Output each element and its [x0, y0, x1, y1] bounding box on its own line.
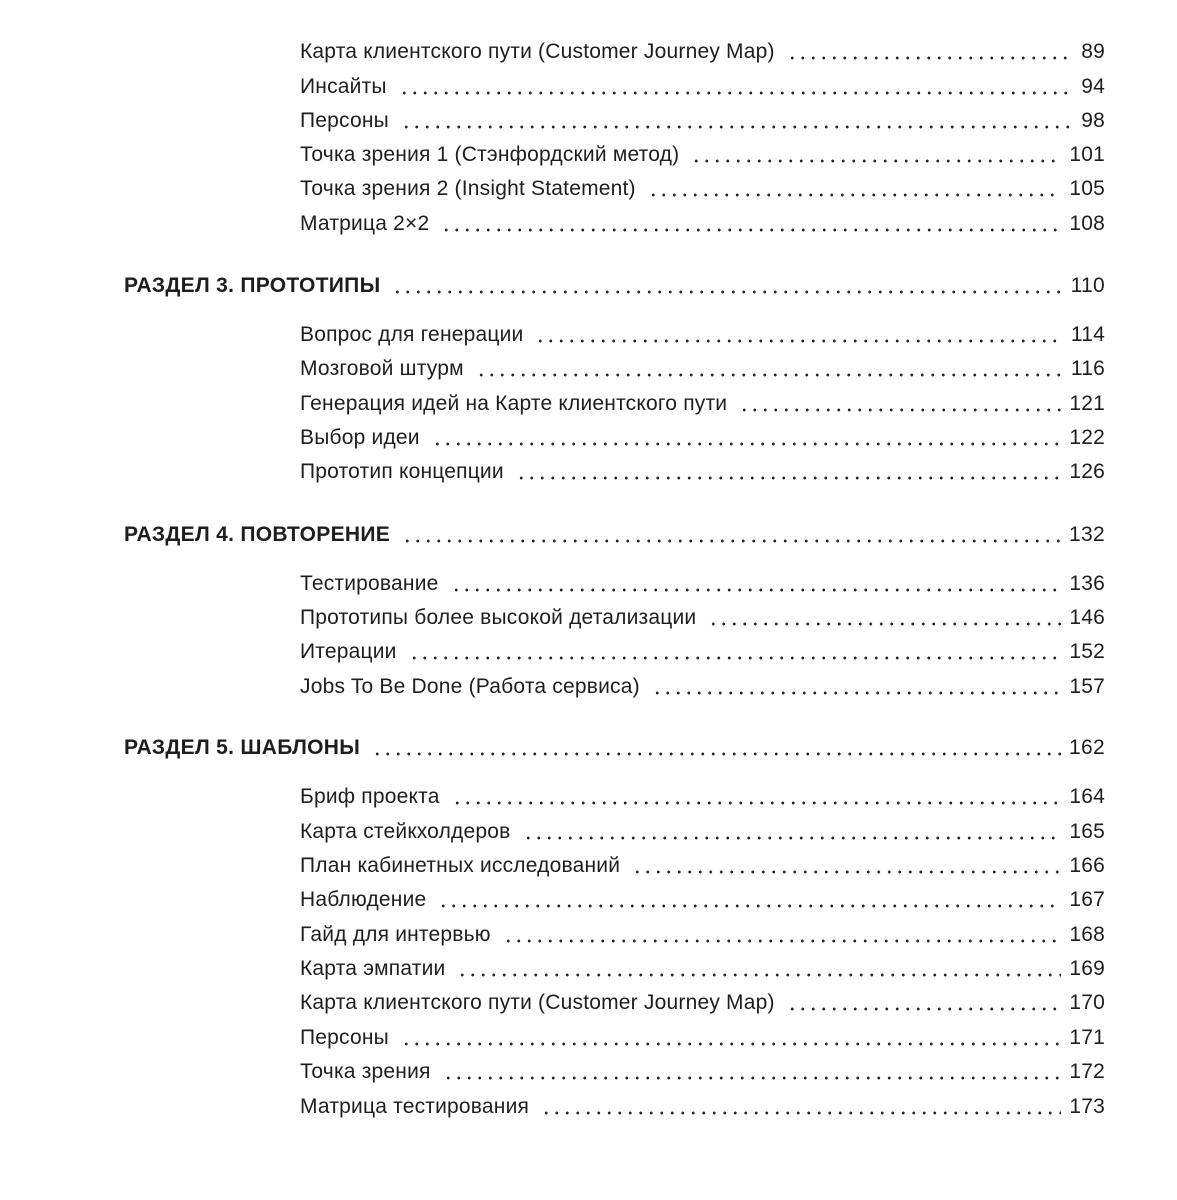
toc-entry [300, 1021, 1105, 1055]
toc-entry-page: 98 [1081, 109, 1105, 132]
toc-entry-page: 89 [1081, 40, 1105, 63]
toc-entry [300, 207, 1105, 241]
toc-entry-page: 169 [1069, 957, 1105, 980]
dot-leader [409, 654, 1062, 662]
toc-entry [300, 1090, 1105, 1124]
toc-entry [300, 421, 1105, 455]
dot-leader [787, 54, 1074, 62]
toc-entry [300, 455, 1105, 489]
toc-entry-label: План кабинетных исследований [300, 854, 621, 877]
section-page: 132 [1069, 523, 1105, 546]
toc-entry-label: Персоны [300, 1026, 389, 1049]
dot-leader [476, 371, 1063, 379]
toc-entry [300, 387, 1105, 421]
toc-entry-page: 121 [1069, 392, 1105, 415]
toc-entry-page: 114 [1070, 323, 1105, 346]
toc-entry [300, 104, 1105, 138]
toc-entry [300, 172, 1105, 206]
dot-leader [691, 157, 1061, 165]
toc-entry-label: Тестирование [300, 572, 439, 595]
toc-entry [300, 815, 1105, 849]
dot-leader [516, 474, 1062, 482]
dot-leader [399, 89, 1074, 97]
toc-entry [300, 635, 1105, 669]
dot-leader [787, 1005, 1062, 1013]
toc-entry [300, 849, 1105, 883]
dot-leader [541, 1109, 1061, 1117]
toc-entry-page: 108 [1069, 212, 1105, 235]
toc-entry [300, 601, 1105, 635]
toc-entry [300, 70, 1105, 104]
dot-leader [392, 288, 1062, 296]
dot-leader [432, 440, 1062, 448]
toc-entry [300, 567, 1105, 601]
toc-entry-page: 94 [1081, 75, 1105, 98]
toc-entry-page: 173 [1069, 1095, 1105, 1118]
dot-leader [402, 537, 1061, 545]
toc-entry [300, 986, 1105, 1020]
toc-entry-page: 171 [1069, 1026, 1105, 1049]
dot-leader [401, 1040, 1061, 1048]
toc-entry-label: Персоны [300, 109, 389, 132]
section-page: 162 [1069, 736, 1105, 759]
toc-entry-label: Точка зрения [300, 1060, 431, 1083]
dot-leader [443, 1074, 1062, 1082]
toc-entry-label: Карта клиентского пути (Customer Journey Map) [300, 40, 775, 63]
toc-entry [300, 780, 1105, 814]
dot-leader [708, 620, 1061, 628]
toc-entry-page: 166 [1069, 854, 1105, 877]
toc-entry-page: 152 [1069, 640, 1105, 663]
dot-leader [523, 834, 1062, 842]
dot-leader [438, 902, 1061, 910]
toc-entry-label: Выбор идеи [300, 426, 420, 449]
toc-entry-label: Итерации [300, 640, 397, 663]
toc-section-heading [124, 731, 1105, 765]
dot-leader [648, 191, 1062, 199]
toc-entry-label: Точка зрения 1 (Стэнфордский метод) [300, 143, 680, 166]
dot-leader [739, 406, 1061, 414]
dot-leader [372, 750, 1061, 758]
toc-entry-label: Jobs To Be Done (Работа сервиса) [300, 675, 640, 698]
toc-entry-label: Матрица тестирования [300, 1095, 530, 1118]
dot-leader [451, 586, 1062, 594]
section-title: РАЗДЕЛ 3. ПРОТОТИПЫ [124, 274, 381, 297]
toc-entry [300, 918, 1105, 952]
section-title: РАЗДЕЛ 5. ШАБЛОНЫ [124, 736, 361, 759]
toc-entry-page: 168 [1069, 923, 1105, 946]
toc-entry-page: 157 [1069, 675, 1105, 698]
toc-entry [300, 1055, 1105, 1089]
toc-entry-page: 167 [1069, 888, 1105, 911]
toc-entry-page: 116 [1070, 357, 1105, 380]
toc-entry-page: 105 [1069, 177, 1105, 200]
toc-entry-label: Карта эмпатии [300, 957, 446, 980]
dot-leader [535, 337, 1062, 345]
section-title: РАЗДЕЛ 4. ПОВТОРЕНИЕ [124, 523, 391, 546]
toc-entry-label: Наблюдение [300, 888, 427, 911]
toc-entry-label: Гайд для интервью [300, 923, 491, 946]
dot-leader [452, 799, 1062, 807]
section-page: 110 [1070, 274, 1105, 297]
toc-entry-label: Инсайты [300, 75, 387, 98]
toc-entry [300, 35, 1105, 69]
toc-entry [300, 883, 1105, 917]
toc-entry-page: 126 [1069, 460, 1105, 483]
toc-entry-page: 170 [1069, 991, 1105, 1014]
toc-section-heading [124, 269, 1105, 303]
toc-entry-label: Прототипы более высокой детализации [300, 606, 697, 629]
toc-entry-label: Бриф проекта [300, 785, 440, 808]
toc-entry-page: 101 [1069, 143, 1105, 166]
dot-leader [441, 226, 1061, 234]
toc-entry-label: Генерация идей на Карте клиентского пути [300, 392, 728, 415]
dot-leader [401, 123, 1073, 131]
toc-entry-page: 165 [1069, 820, 1105, 843]
toc-entry-label: Карта клиентского пути (Customer Journey Map) [300, 991, 775, 1014]
toc-section-heading [124, 518, 1105, 552]
toc-entry-page: 146 [1069, 606, 1105, 629]
toc-entry-page: 122 [1069, 426, 1105, 449]
toc-entry-label: Прототип концепции [300, 460, 504, 483]
toc-entry-page: 164 [1069, 785, 1105, 808]
toc-entry-page: 136 [1069, 572, 1105, 595]
dot-leader [457, 971, 1061, 979]
toc-entry-label: Вопрос для генерации [300, 323, 524, 346]
dot-leader [632, 868, 1061, 876]
toc-entry-label: Точка зрения 2 (Insight Statement) [300, 177, 636, 200]
toc-entry [300, 670, 1105, 704]
toc-entry [300, 952, 1105, 986]
toc-entry [300, 352, 1105, 386]
toc-entry-label: Матрица 2×2 [300, 212, 430, 235]
dot-leader [503, 937, 1062, 945]
toc-entry [300, 138, 1105, 172]
toc-entry-label: Карта стейкхолдеров [300, 820, 511, 843]
toc-entry [300, 318, 1105, 352]
toc-entry-label: Мозговой штурм [300, 357, 464, 380]
toc-entry-page: 172 [1069, 1060, 1105, 1083]
dot-leader [652, 689, 1062, 697]
